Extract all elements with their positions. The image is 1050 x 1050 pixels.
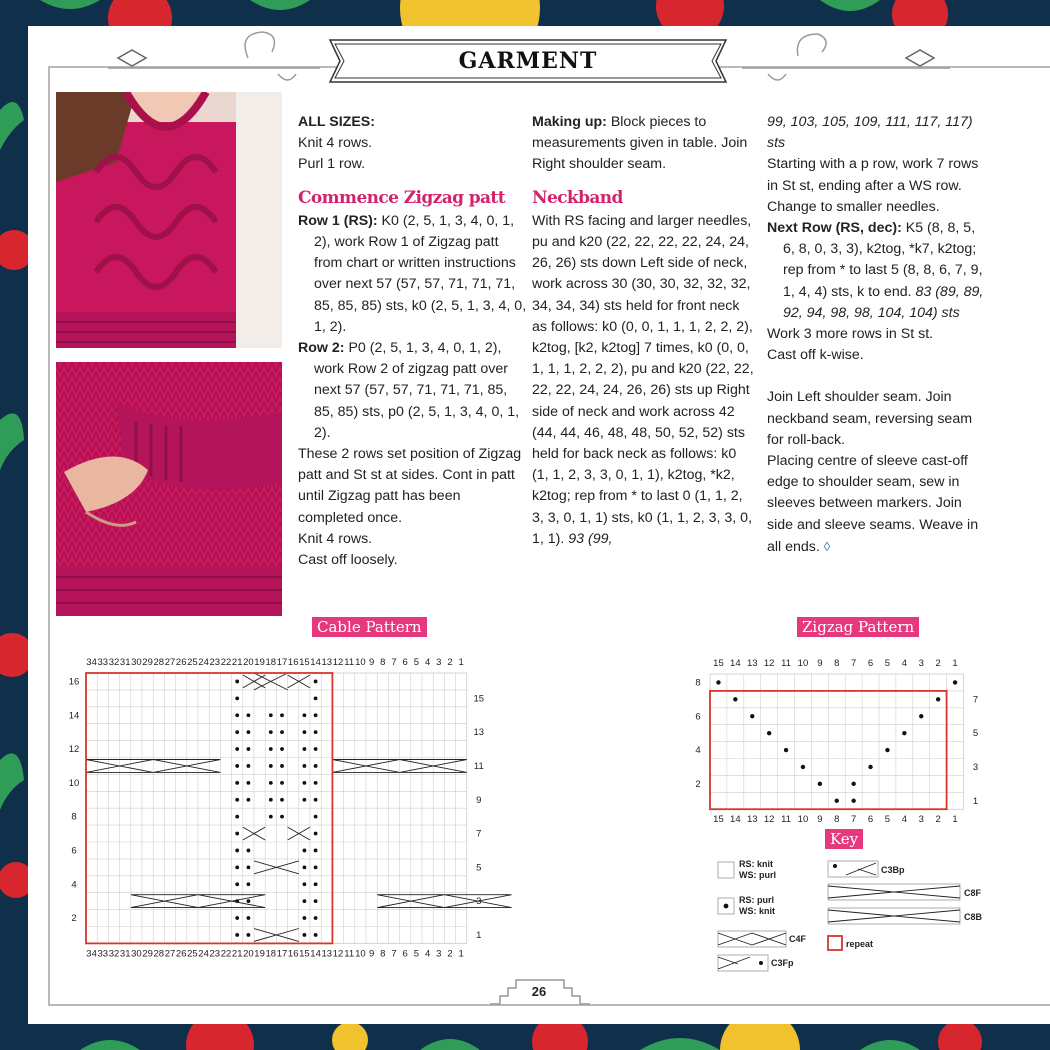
making-up-text: Block pieces to measurements given in table. Join Right shoulder seam. xyxy=(532,114,748,173)
cable-col-label-bottom: 24 xyxy=(198,948,209,960)
cable-col-label-top: 6 xyxy=(402,657,408,668)
cable-col-label-bottom: 33 xyxy=(97,948,109,960)
cable-purl-dot xyxy=(235,882,239,886)
key-repeat-symbol xyxy=(828,936,842,950)
row2-label: Row 2: xyxy=(298,340,345,357)
cable-col-label-bottom: 6 xyxy=(402,948,408,960)
cable-col-label-top: 4 xyxy=(424,657,431,668)
zigzag-purl-dot xyxy=(868,765,872,769)
legend-c3fp-label: C3Fp xyxy=(771,958,794,968)
cable-purl-dot xyxy=(280,713,284,717)
cable-purl-dot xyxy=(247,781,251,785)
cable-col-label-top: 24 xyxy=(198,657,209,668)
knit-4-rows-end: Knit 4 rows. xyxy=(298,530,373,547)
cable-col-label-bottom: 9 xyxy=(368,948,375,960)
cable-purl-dot xyxy=(303,899,307,903)
cable-purl-dot xyxy=(314,815,318,819)
cable-purl-dot xyxy=(303,747,307,751)
cable-row-label-right: 15 xyxy=(473,693,485,705)
legend-c3bp-label: C3Bp xyxy=(881,865,905,875)
cable-purl-dot xyxy=(247,713,251,717)
cable-col-label-bottom: 5 xyxy=(413,948,420,960)
cable-col-label-top: 32 xyxy=(108,657,120,668)
cable-col-label-bottom: 12 xyxy=(332,948,344,960)
cable-col-label-bottom: 16 xyxy=(287,948,299,960)
zigzag-purl-dot xyxy=(784,748,788,752)
cable-col-label-top: 11 xyxy=(344,657,355,668)
cable-purl-dot xyxy=(314,832,318,836)
cable-row-label-left: 14 xyxy=(68,710,80,722)
cable-col-label-bottom: 26 xyxy=(175,948,187,960)
key-purl-dot xyxy=(724,904,729,909)
cable-purl-dot xyxy=(235,781,239,785)
cable-purl-dot xyxy=(303,764,307,768)
zigzag-col-label-top: 11 xyxy=(781,658,791,669)
join-text: Join Left shoulder seam. Join neckband seam, reversing seam for roll-back. xyxy=(767,389,973,448)
purl-1-row: Purl 1 row. xyxy=(298,156,366,173)
neckband-count: 93 (99, xyxy=(568,530,613,547)
cable-purl-dot xyxy=(314,899,318,903)
cable-purl-dot xyxy=(235,849,239,853)
cable-row-label-right: 9 xyxy=(476,794,482,806)
cable-row-label-left: 2 xyxy=(71,913,77,925)
cable-col-label-top: 3 xyxy=(436,657,442,668)
cable-col-label-top: 20 xyxy=(243,657,254,668)
cable-purl-dot xyxy=(235,798,239,802)
knit-4-rows: Knit 4 rows. xyxy=(298,135,373,152)
zigzag-purl-dot xyxy=(767,731,771,735)
zigzag-purl-dot xyxy=(750,714,754,718)
cable-purl-dot xyxy=(303,916,307,920)
cable-col-label-top: 13 xyxy=(321,657,333,668)
cable-col-label-top: 14 xyxy=(310,657,321,668)
cable-col-label-top: 7 xyxy=(391,657,397,668)
cable-purl-dot xyxy=(247,933,251,937)
cable-purl-dot xyxy=(280,781,284,785)
legend-c8f-label: C8F xyxy=(964,888,982,898)
cable-purl-dot xyxy=(235,815,239,819)
cable-purl-dot xyxy=(314,849,318,853)
cable-col-label-bottom: 31 xyxy=(119,948,131,960)
zigzag-row-label-right: 3 xyxy=(972,761,979,773)
pattern-page xyxy=(28,26,1050,1024)
zigzag-purl-dot xyxy=(818,782,822,786)
cable-purl-dot xyxy=(235,832,239,836)
cable-col-label-bottom: 11 xyxy=(344,948,355,960)
cable-col-label-bottom: 27 xyxy=(164,948,176,960)
placing-body: Placing centre of sleeve cast-off edge to shoulder seam, sew in sleeves between markers. Join side and sleeve seams. Weave in all ends. xyxy=(767,453,979,555)
zigzag-col-label-top: 6 xyxy=(867,658,874,669)
cable-col-label-top: 9 xyxy=(368,657,375,668)
cable-col-label-bottom: 13 xyxy=(321,948,333,960)
cable-purl-dot xyxy=(235,747,239,751)
cable-col-label-top: 25 xyxy=(187,657,198,668)
cable-purl-dot xyxy=(303,849,307,853)
cable-purl-dot xyxy=(235,680,239,684)
zigzag-col-label-top: 1 xyxy=(952,658,958,669)
key-c3bp-dot xyxy=(833,864,837,868)
cable-purl-dot xyxy=(314,730,318,734)
change-needles: Change to smaller needles. xyxy=(767,198,940,215)
cable-col-label-top: 8 xyxy=(380,657,386,668)
zigzag-col-label-bottom: 4 xyxy=(901,814,907,826)
zigzag-purl-dot xyxy=(733,697,737,701)
zigzag-col-label-bottom: 13 xyxy=(746,814,758,826)
cable-row-label-right: 1 xyxy=(476,929,482,941)
cable-row-label-left: 4 xyxy=(71,879,77,891)
cable-purl-dot xyxy=(303,798,307,802)
work-3-rows: Work 3 more rows in St st. xyxy=(767,326,934,343)
cable-col-label-top: 2 xyxy=(447,657,453,668)
cable-col-label-top: 26 xyxy=(175,657,187,668)
cable-col-label-bottom: 3 xyxy=(436,948,442,960)
cable-purl-dot xyxy=(303,781,307,785)
legend-c8b-label: C8B xyxy=(964,912,983,922)
cable-purl-dot xyxy=(269,815,273,819)
cable-col-label-bottom: 7 xyxy=(391,948,397,960)
cable-purl-dot xyxy=(235,713,239,717)
key-c3bp-symbol xyxy=(828,861,878,877)
page-title: GARMENT xyxy=(458,48,598,74)
cable-purl-dot xyxy=(247,764,251,768)
legend-purl-label: RS: purl WS: knit xyxy=(739,895,775,916)
cable-col-label-top: 15 xyxy=(299,657,310,668)
zigzag-purl-dot xyxy=(835,799,839,803)
cable-purl-dot xyxy=(303,882,307,886)
cable-col-label-top: 21 xyxy=(231,657,243,668)
cable-col-label-top: 30 xyxy=(131,657,142,668)
cable-col-label-bottom: 23 xyxy=(209,948,221,960)
cable-purl-dot xyxy=(247,730,251,734)
cable-col-label-bottom: 10 xyxy=(355,948,366,960)
cable-purl-dot xyxy=(247,865,251,869)
cable-purl-dot xyxy=(303,933,307,937)
cable-purl-dot xyxy=(247,899,251,903)
making-up-label: Making up: xyxy=(532,114,607,130)
cable-col-label-top: 19 xyxy=(254,657,265,668)
cable-col-label-bottom: 22 xyxy=(220,948,232,960)
cable-col-label-bottom: 25 xyxy=(187,948,198,960)
zigzag-row-label-right: 1 xyxy=(972,795,979,807)
cable-col-label-bottom: 18 xyxy=(265,948,277,960)
row2-text: P0 (2, 5, 1, 3, 4, 0, 1, 2), work Row 2 of zigzag patt over next 57 (57, 57, 71, 71, 71, 85, 85, 85) sts, p0 (2, 5, 1, 3, 4, 0, 1, 2). xyxy=(314,340,520,441)
cable-purl-dot xyxy=(280,730,284,734)
cable-col-label-top: 33 xyxy=(97,657,109,668)
zigzag-purl-dot xyxy=(716,680,720,684)
cable-row-label-right: 3 xyxy=(476,896,482,908)
all-sizes-label: ALL SIZES: xyxy=(298,114,375,130)
cable-purl-dot xyxy=(314,798,318,802)
cable-purl-dot xyxy=(269,730,273,734)
cable-col-label-top: 22 xyxy=(220,657,232,668)
cable-purl-dot xyxy=(235,933,239,937)
zigzag-col-label-bottom: 11 xyxy=(781,814,791,826)
cable-row-label-right: 5 xyxy=(476,862,482,874)
key-c3fp-dot xyxy=(759,961,763,965)
zigzag-col-label-bottom: 12 xyxy=(763,814,775,826)
cable-row-label-left: 8 xyxy=(71,811,77,823)
zigzag-purl-dot xyxy=(851,799,855,803)
zigzag-col-label-top: 3 xyxy=(918,658,924,669)
cable-purl-dot xyxy=(314,680,318,684)
zigzag-col-label-bottom: 3 xyxy=(918,814,924,826)
cable-purl-dot xyxy=(303,730,307,734)
zigzag-row-label-left: 8 xyxy=(695,677,701,689)
zigzag-col-label-bottom: 5 xyxy=(884,814,891,826)
cable-purl-dot xyxy=(314,764,318,768)
cable-col-label-top: 34 xyxy=(86,657,97,668)
cable-col-label-top: 28 xyxy=(153,657,165,668)
cable-col-label-bottom: 30 xyxy=(131,948,142,960)
neckband-body: With RS facing and larger needles, pu and k20 (22, 22, 22, 22, 24, 24, 26, 26) sts down Left side of neck, work across 30 (30, 30, 32, 32, 32, 34, 34, 34) sts held for front neck as follows: k0 (0, 0, 1, 1, 1, 2, 2, 2), k2tog, [k2, k2tog] 7 times, k0 (0, 0, 1, 1, 1, 2, 2, 2), pu and k20 (22, 22, 22, 22, 24, 24, 26, 26) sts up Right side of neck and work across 42 (44, 44, 46, 48, 48, 50, 52, 52) sts held for back neck as follows: k0 (1, 1, 2, 3, 3, 0, 1, 1), k2tog, *k2, k2tog; rep from * to last 0 (1, 1, 2, 3, 3, 0, 1, 1) sts, k0 (1, 1, 2, 3, 3, 0, 1, 1). xyxy=(532,212,754,547)
zigzag-col-label-bottom: 2 xyxy=(935,814,941,826)
zigzag-purl-dot xyxy=(919,714,923,718)
zigzag-col-label-top: 4 xyxy=(901,658,907,669)
cable-col-label-bottom: 28 xyxy=(153,948,165,960)
cable-col-label-bottom: 1 xyxy=(458,948,464,960)
cable-col-label-bottom: 17 xyxy=(276,948,288,960)
zigzag-purl-dot xyxy=(851,782,855,786)
cable-col-label-bottom: 29 xyxy=(142,948,153,960)
cable-purl-dot xyxy=(247,747,251,751)
cable-col-label-bottom: 19 xyxy=(254,948,265,960)
zigzag-col-label-bottom: 1 xyxy=(952,814,958,826)
cable-col-label-bottom: 32 xyxy=(108,948,120,960)
zigzag-pattern-tag: Zigzag Pattern xyxy=(797,617,919,637)
cable-row-label-left: 12 xyxy=(68,744,80,756)
cable-col-label-bottom: 21 xyxy=(231,948,243,960)
zigzag-col-label-top: 13 xyxy=(746,658,758,669)
count-continued: 99, 103, 105, 109, 111, 117, 117) sts xyxy=(767,114,973,152)
zigzag-col-label-top: 15 xyxy=(713,658,724,669)
cable-col-label-bottom: 2 xyxy=(447,948,453,960)
cable-col-label-top: 17 xyxy=(276,657,288,668)
cable-purl-dot xyxy=(235,764,239,768)
zigzag-row-label-left: 2 xyxy=(695,778,701,790)
cable-purl-dot xyxy=(314,933,318,937)
zigzag-col-label-top: 9 xyxy=(817,658,823,669)
cable-purl-dot xyxy=(247,849,251,853)
cable-purl-dot xyxy=(314,696,318,700)
cable-purl-dot xyxy=(314,882,318,886)
cable-col-label-top: 1 xyxy=(458,657,464,668)
legend-c4f-label: C4F xyxy=(789,934,807,944)
zigzag-purl-dot xyxy=(953,680,957,684)
cable-col-label-top: 5 xyxy=(413,657,420,668)
zigzag-col-label-bottom: 15 xyxy=(713,814,724,826)
cable-col-label-bottom: 15 xyxy=(299,948,310,960)
cable-pattern-tag: Cable Pattern xyxy=(312,617,427,637)
cable-purl-dot xyxy=(303,713,307,717)
zigzag-purl-dot xyxy=(936,697,940,701)
cable-purl-dot xyxy=(235,730,239,734)
cable-purl-dot xyxy=(280,798,284,802)
cable-purl-dot xyxy=(235,916,239,920)
cable-col-label-top: 16 xyxy=(287,657,299,668)
zigzag-col-label-top: 5 xyxy=(884,658,891,669)
cable-purl-dot xyxy=(280,764,284,768)
next-row-text: K5 (8, 8, 5, 6, 8, 0, 3, 3), k2tog, *k7, k2tog; rep from * to last 5 (8, 8, 6, 7, 9, 1, 4, 4) sts, k to end. xyxy=(783,220,983,300)
cable-purl-dot xyxy=(269,747,273,751)
end-mark-icon: ◊ xyxy=(823,538,831,554)
next-row-label: Next Row (RS, dec): xyxy=(767,220,902,237)
cable-row-label-left: 6 xyxy=(71,845,77,857)
zigzag-row-label-left: 6 xyxy=(695,711,701,723)
cable-col-label-top: 18 xyxy=(265,657,277,668)
cable-purl-dot xyxy=(280,747,284,751)
cast-off-kwise: Cast off k-wise. xyxy=(767,347,864,364)
cable-purl-dot xyxy=(280,815,284,819)
cable-purl-dot xyxy=(247,798,251,802)
cable-col-label-top: 29 xyxy=(142,657,153,668)
zigzag-purl-dot xyxy=(902,731,906,735)
zigzag-col-label-top: 7 xyxy=(851,658,857,669)
key-knit-symbol xyxy=(718,862,734,878)
zigzag-col-label-top: 10 xyxy=(797,658,809,669)
row1-label: Row 1 (RS): xyxy=(298,212,378,229)
starting-text: Starting with a p row, work 7 rows in St st, ending after a WS row. xyxy=(767,156,979,194)
zigzag-row-label-right: 5 xyxy=(972,728,979,740)
zigzag-col-label-bottom: 14 xyxy=(730,814,741,826)
zigzag-col-label-bottom: 7 xyxy=(851,814,857,826)
zigzag-col-label-top: 12 xyxy=(763,658,775,669)
cable-purl-dot xyxy=(314,747,318,751)
cable-row-label-left: 16 xyxy=(68,676,80,688)
cast-off-loosely: Cast off loosely. xyxy=(298,552,398,569)
cable-purl-dot xyxy=(314,916,318,920)
page-number: 26 xyxy=(531,984,547,999)
legend-repeat-label: repeat xyxy=(846,939,874,949)
cable-purl-dot xyxy=(235,696,239,700)
cable-col-label-bottom: 20 xyxy=(243,948,254,960)
cable-col-label-bottom: 4 xyxy=(424,948,431,960)
zigzag-col-label-bottom: 8 xyxy=(834,814,840,826)
cable-purl-dot xyxy=(269,713,273,717)
set-text: These 2 rows set position of Zigzag patt and St st at sides. Cont in patt until Zigzag patt has been completed once. xyxy=(298,446,522,526)
zigzag-col-label-bottom: 6 xyxy=(867,814,874,826)
cable-col-label-bottom: 34 xyxy=(86,948,97,960)
cable-purl-dot xyxy=(235,865,239,869)
cable-col-label-top: 27 xyxy=(164,657,176,668)
zigzag-col-label-top: 14 xyxy=(730,658,741,669)
cable-row-label-right: 13 xyxy=(473,727,485,739)
legend-knit-label: RS: knit WS: purl xyxy=(739,859,776,880)
zigzag-row-label-right: 7 xyxy=(972,694,979,706)
cable-purl-dot xyxy=(247,882,251,886)
zigzag-col-label-bottom: 9 xyxy=(817,814,823,826)
cable-purl-dot xyxy=(314,865,318,869)
cable-purl-dot xyxy=(269,798,273,802)
cable-col-label-bottom: 8 xyxy=(380,948,386,960)
zigzag-col-label-top: 8 xyxy=(834,658,840,669)
cable-row-label-left: 10 xyxy=(68,777,80,789)
cable-purl-dot xyxy=(314,713,318,717)
cable-purl-dot xyxy=(269,764,273,768)
row1-text: K0 (2, 5, 1, 3, 4, 0, 1, 2), work Row 1 of Zigzag patt from chart or written instructions over next 57 (57, 57, 71, 71, 71, 85, 85, 85) sts, k0 (2, 5, 1, 3, 4, 0, 1, 2). xyxy=(314,212,527,335)
cable-row-label-right: 11 xyxy=(473,760,484,772)
next-row-count: 83 (89, 89, 92, 94, 98, 98, 104, 104) sts xyxy=(783,283,984,321)
zigzag-col-label-top: 2 xyxy=(935,658,941,669)
zigzag-row-label-left: 4 xyxy=(695,745,701,757)
cable-col-label-top: 12 xyxy=(332,657,344,668)
zigzag-col-label-bottom: 10 xyxy=(797,814,809,826)
neckband-heading: Neckband xyxy=(532,187,623,208)
zigzag-purl-dot xyxy=(885,748,889,752)
cable-purl-dot xyxy=(269,781,273,785)
cable-purl-dot xyxy=(303,865,307,869)
cable-row-label-right: 7 xyxy=(476,828,482,840)
cable-col-label-top: 23 xyxy=(209,657,221,668)
cable-purl-dot xyxy=(314,781,318,785)
cable-col-label-top: 31 xyxy=(119,657,131,668)
zigzag-heading: Commence Zigzag patt xyxy=(298,187,505,208)
cable-purl-dot xyxy=(247,916,251,920)
key-tag: Key xyxy=(825,829,863,849)
cable-col-label-top: 10 xyxy=(355,657,366,668)
cable-col-label-bottom: 14 xyxy=(310,948,321,960)
zigzag-purl-dot xyxy=(801,765,805,769)
